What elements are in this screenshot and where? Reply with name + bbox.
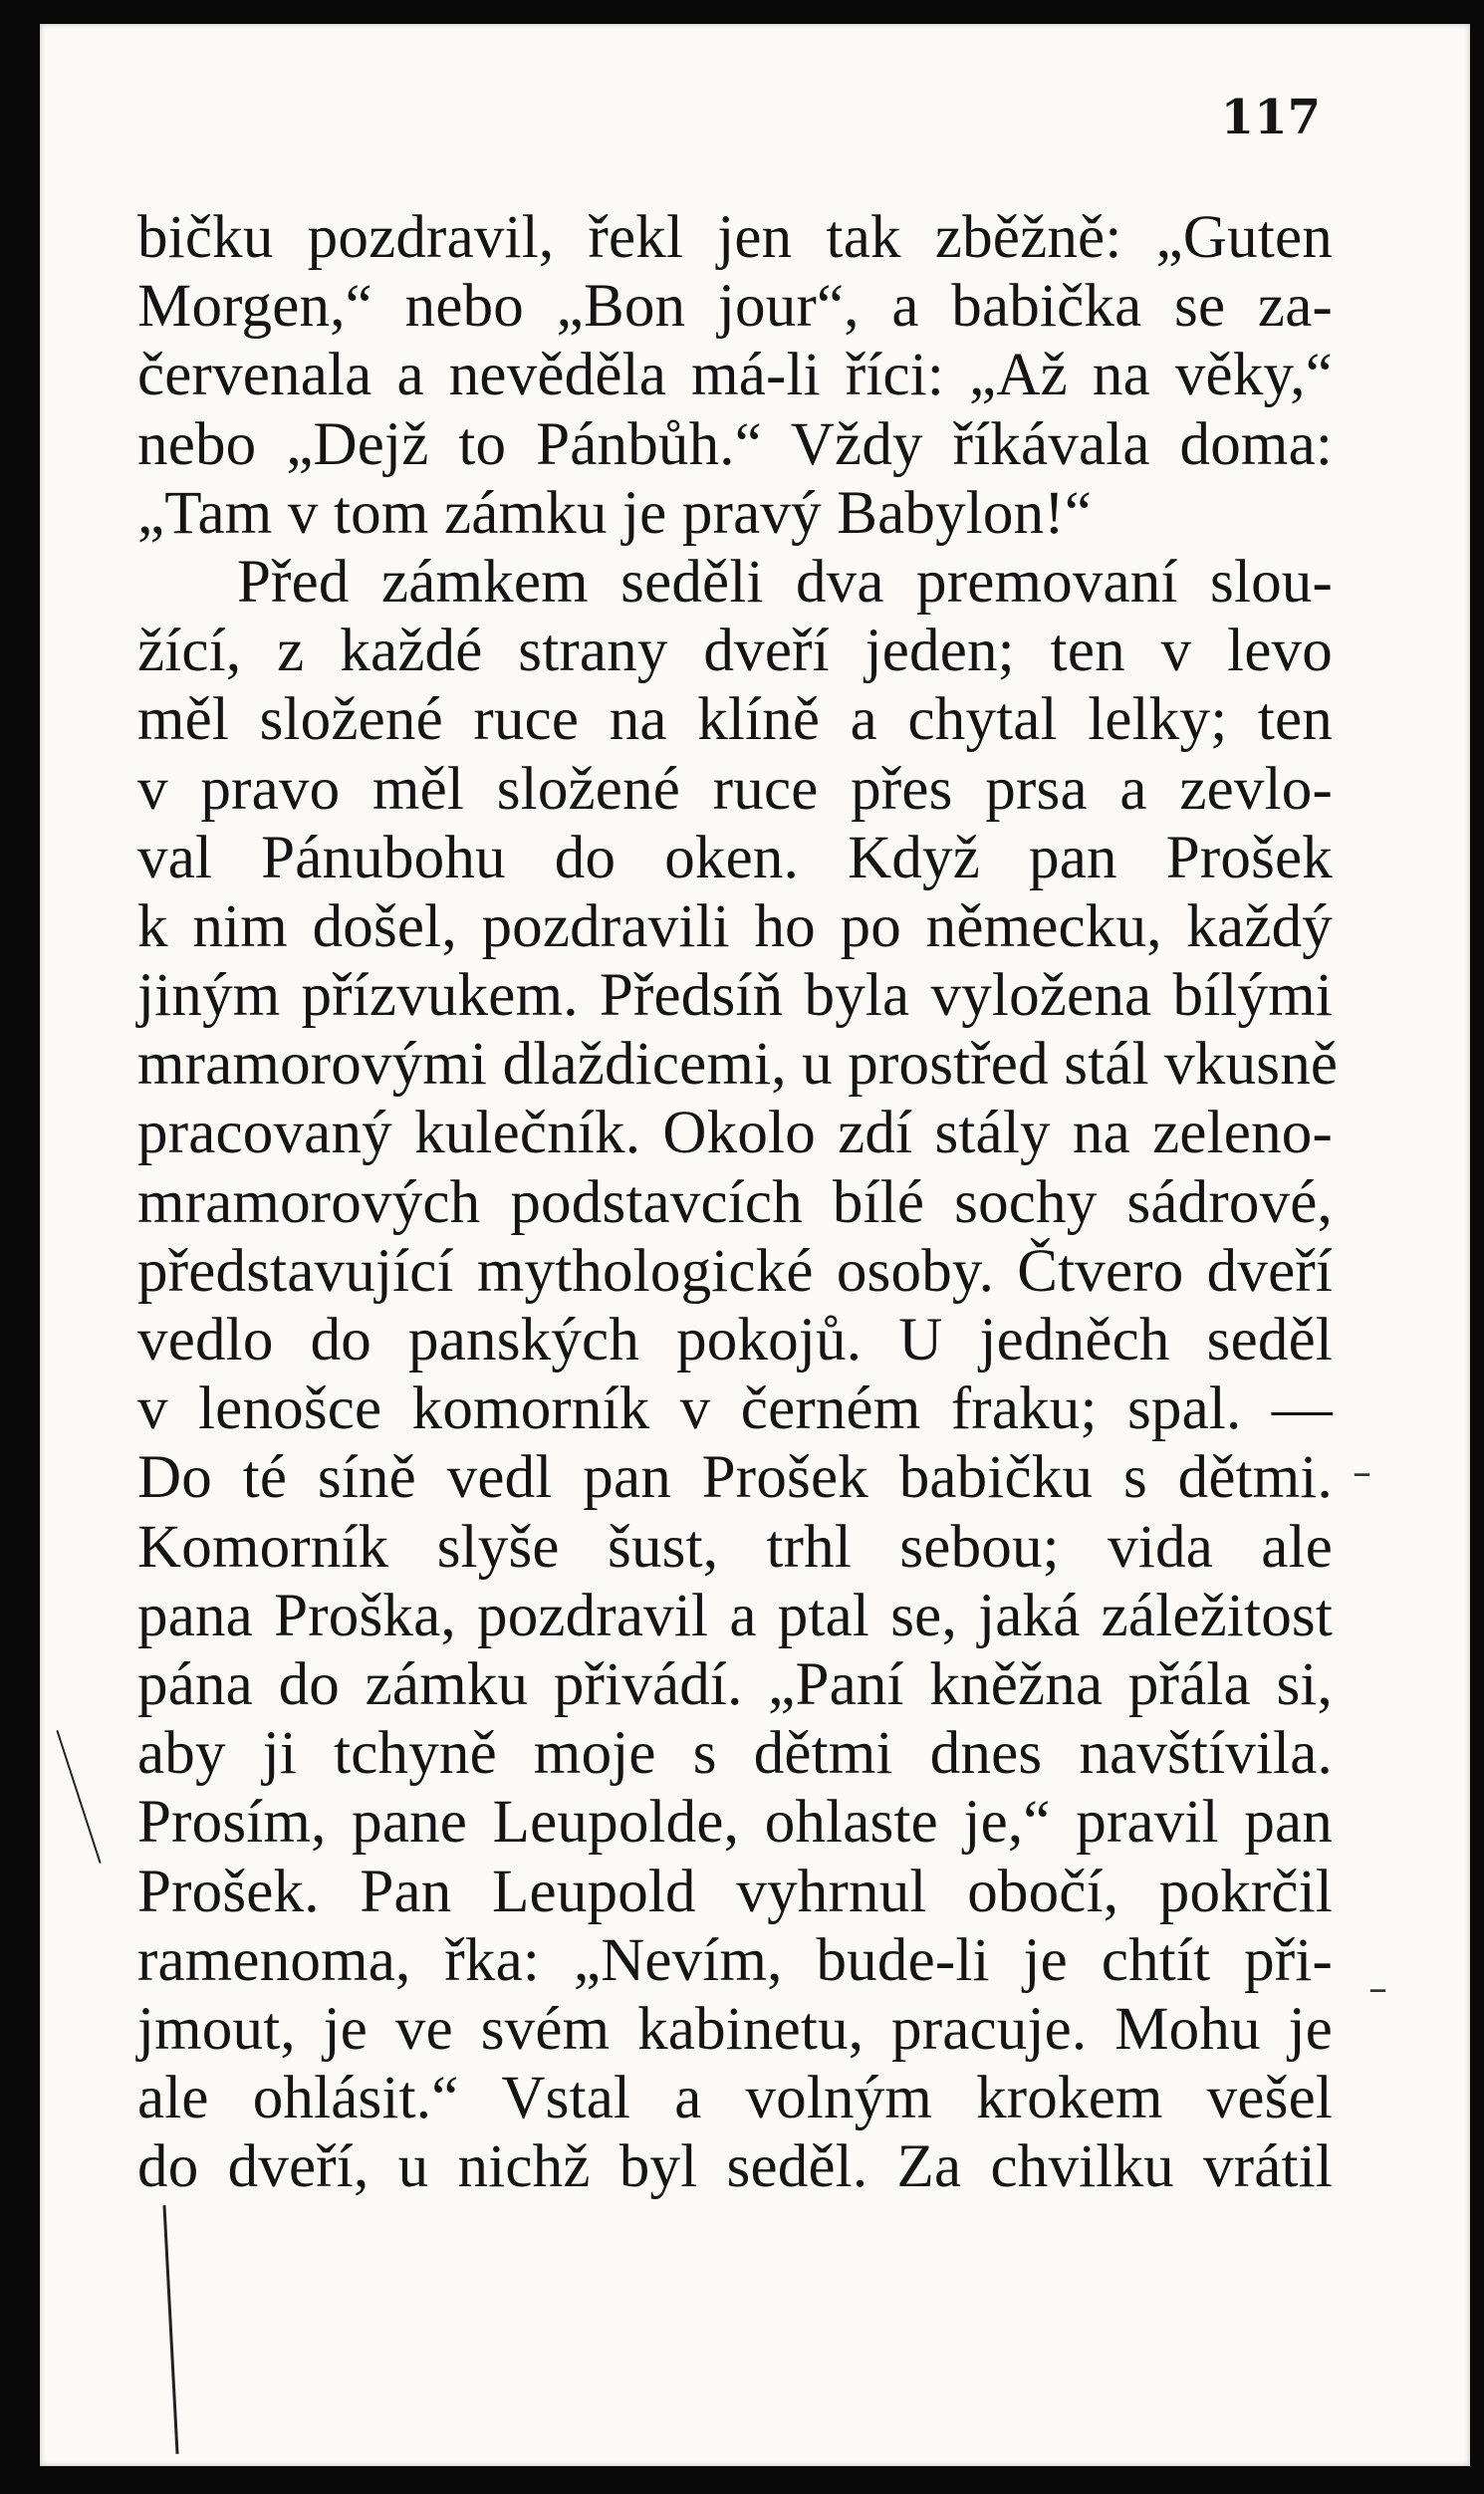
text-line: aby ji tchyně moje s dětmi dnes navštívila. bbox=[137, 1720, 1333, 1788]
text-line: žící, z každé strany dveří jeden; ten v levo bbox=[137, 618, 1333, 685]
body-text bbox=[137, 203, 1339, 2201]
text-line: Komorník slyše šust, trhl sebou; vida ale bbox=[137, 1513, 1333, 1581]
text-line: představující mythologické osoby. Čtvero dveří bbox=[137, 1237, 1333, 1305]
text-line: červenala a nevěděla má-li říci: „Až na věky,“ bbox=[137, 342, 1333, 409]
margin-dash-mark: – bbox=[1353, 1450, 1371, 1494]
text-line: Před zámkem seděli dva premovaní slou- bbox=[237, 548, 1333, 616]
text-line: pracovaný kulečník. Okolo zdí stály na zeleno- bbox=[137, 1100, 1333, 1167]
text-line: mramorových podstavcích bílé sochy sádrové, bbox=[137, 1168, 1333, 1236]
text-line: do dveří, u nichž byl seděl. Za chvilku vrátil bbox=[137, 2133, 1333, 2201]
text-line: „Tam v tom zámku je pravý Babylon!“ bbox=[137, 479, 1093, 547]
text-line: Morgen,“ nebo „Bon jour“, a babička se za- bbox=[137, 273, 1333, 341]
page-number: 117 bbox=[1220, 90, 1321, 145]
text-line: Do té síně vedl pan Prošek babičku s dětmi. bbox=[137, 1444, 1333, 1512]
text-line: Prošek. Pan Leupold vyhrnul obočí, pokrčil bbox=[137, 1858, 1333, 1925]
text-line: v lenošce komorník v černém fraku; spal. — bbox=[137, 1375, 1333, 1443]
text-line: ramenoma, řka: „Nevím, bude-li je chtít při- bbox=[137, 1926, 1333, 1994]
text-line: val Pánubohu do oken. Když pan Prošek bbox=[137, 824, 1333, 891]
scan-artifact-line bbox=[56, 1730, 101, 1864]
text-line: v pravo měl složené ruce přes prsa a zevlo- bbox=[137, 755, 1333, 823]
text-line: pána do zámku přivádí. „Paní kněžna přála si, bbox=[137, 1650, 1333, 1718]
text-line: jiným přízvukem. Předsíň byla vyložena bílými bbox=[137, 962, 1333, 1030]
text-line: mramorovými dlaždicemi, u prostřed stál vkusně bbox=[137, 1031, 1339, 1099]
text-line: Prosím, pane Leupolde, ohlaste je,“ pravil pan bbox=[137, 1789, 1333, 1857]
text-line: vedlo do panských pokojů. U jedněch seděl bbox=[137, 1307, 1333, 1373]
text-line: jmout, je ve svém kabinetu, pracuje. Mohu je bbox=[137, 1995, 1333, 2063]
text-line: nebo „Dejž to Pánbůh.“ Vždy říkávala doma: bbox=[137, 410, 1333, 478]
text-line: k nim došel, pozdravili ho po německu, každý bbox=[137, 892, 1333, 960]
text-line: pana Proška, pozdravil a ptal se, jaká záležitost bbox=[137, 1582, 1333, 1649]
book-page bbox=[40, 24, 1470, 2466]
scan-artifact-line bbox=[162, 2205, 178, 2454]
text-line: měl složené ruce na klíně a chytal lelky; ten bbox=[137, 686, 1333, 754]
margin-dash-mark: – bbox=[1368, 1966, 1387, 2010]
text-line: bičku pozdravil, řekl jen tak zběžně: „Guten bbox=[137, 204, 1333, 271]
text-line: ale ohlásit.“ Vstal a volným krokem vešel bbox=[137, 2065, 1333, 2132]
